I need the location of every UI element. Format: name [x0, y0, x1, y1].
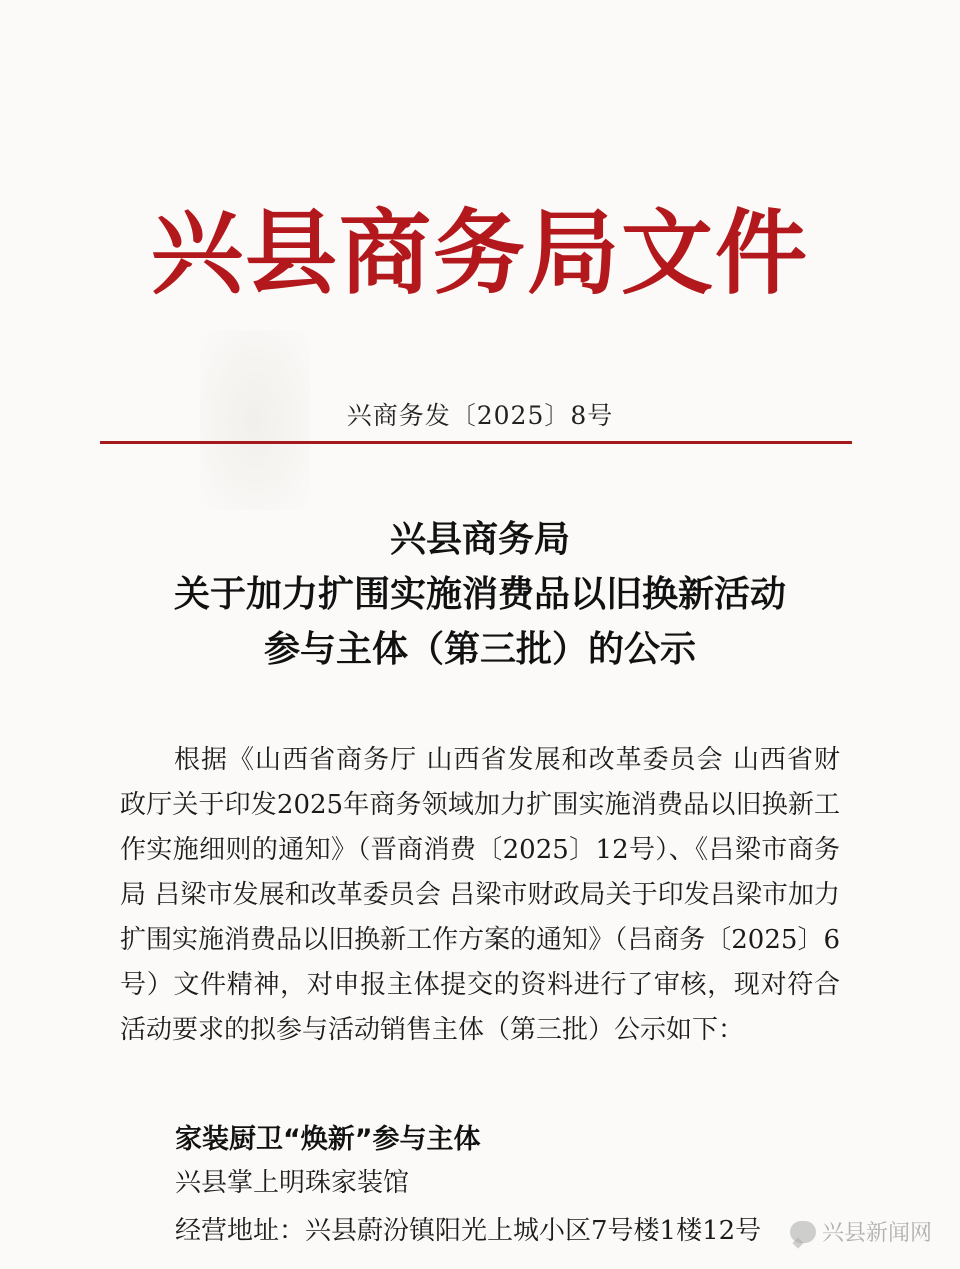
notice-title-line-2: 关于加力扩围实施消费品以旧换新活动 — [173, 574, 786, 615]
notice-title-line-1: 兴县商务局 — [389, 519, 570, 560]
red-divider-line — [100, 441, 852, 444]
watermark-text: 兴县新闻网 — [821, 1221, 932, 1246]
merchant-name: 兴县掌上明珠家装馆 — [175, 1168, 410, 1198]
body-paragraph: 根据《山西省商务厅 山西省发展和改革委员会 山西省财政厅关于印发2025年商务领域加力扩围实施消费品以旧换新工作实施细则的通知》（晋商消费〔2025〕12号）、《吕梁市商务局 吕梁市发展和改革委员会 吕梁市财政局关于印发吕梁市加力扩围实施消费品以旧换新工作方案的通知》（吕商务〔2025〕6号）文件精神，对申报主体提交的资料进行了审核，现对符合活动要求的拟参与活动销售主体（第三批）公示如下： — [120, 745, 840, 1045]
document-number: 兴商务发〔2025〕8号 — [346, 401, 614, 430]
notice-body — [120, 738, 840, 1053]
document-header-title: 兴县商务局文件 — [150, 199, 809, 307]
notice-title — [0, 512, 960, 677]
section-heading: 家装厨卫“焕新”参与主体 — [175, 1124, 481, 1155]
notice-title-line-3: 参与主体（第三批）的公示 — [263, 629, 696, 670]
merchant-address: 经营地址：兴县蔚汾镇阳光上城小区7号楼1楼12号 — [175, 1216, 762, 1246]
watermark — [790, 1216, 932, 1247]
wechat-icon — [790, 1221, 816, 1243]
